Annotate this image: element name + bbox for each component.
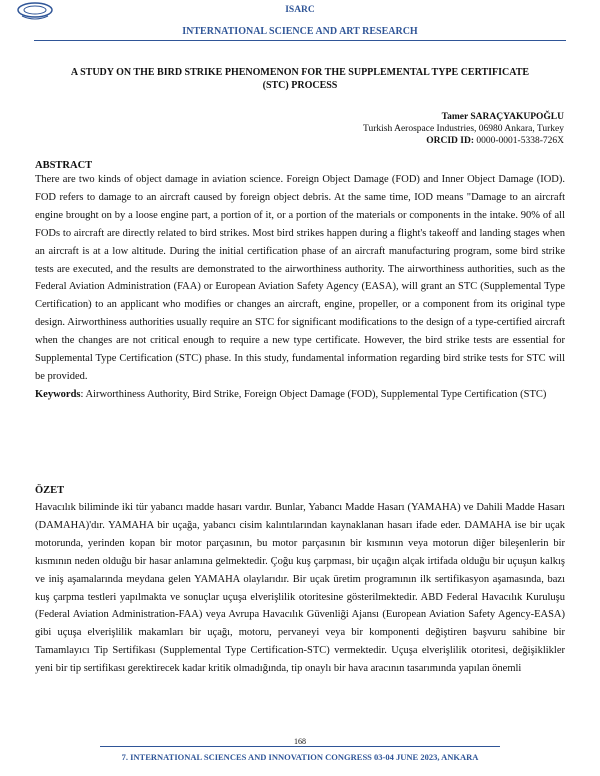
ozet-section [35,485,565,678]
page-number: 168 [294,737,306,746]
journal-org: ISARC [285,5,315,15]
keywords [35,386,565,404]
author-orcid [363,135,564,147]
author-affiliation: Turkish Aerospace Industries, 06980 Ankara, Turkey [363,124,564,134]
keywords-label: Keywords [35,388,81,400]
keywords-text: : Airworthiness Authority, Bird Strike, Foreign Object Damage (FOD), Supplemental Type Certification (STC) [80,388,547,400]
ozet-heading: ÖZET [35,485,65,496]
abstract-text: There are two kinds of object damage in aviation science. Foreign Object Damage (FOD) and Inner Object Damage (IOD). FOD refers to damage to an aircraft caused by foreign object debris. At the same time, IOD means "Damage to an aircraft engine brought on by a loose engine part, a portion of it, or a portion of the materials or components in the intake. 90% of all FODs to aircraft are directly related to bird strikes. Most bird strikes happen during a flight's takeoff and landing stages when an aircraft is at a low altitude. During the initial certification phase of an aircraft manufacturing program, some bird strike tests are executed, and the results are demonstrated to the airworthiness authority. The airworthiness authorities, such as the Federal Aviation Administration (FAA) or European Aviation Safety Agency (EASA), will grant an STC (Supplemental Type Certification) to an applicant who modifies or changes an aircraft, engine, propeller, or a component from its original type design. Airworthiness authorities usually require an STC for significant modifications to the design of a type-certified aircraft when the changes are not critical enough to require a new type certificate. However, the bird strike tests are essential for Supplemental Type Certification (STC) phase. In this study, fundamental information regarding bird strike tests for STC will be provided. [35,174,565,382]
journal-subtitle: INTERNATIONAL SCIENCE AND ART RESEARCH [182,26,418,37]
orcid-value: 0000-0001-5338-726X [474,136,564,146]
paper-title: A STUDY ON THE BIRD STRIKE PHENOMENON FOR THE SUPPLEMENTAL TYPE CERTIFICATE (STC) PROCESS [70,67,530,91]
author-name: Tamer SARAÇYAKUPOĞLU [441,112,564,122]
ozet-text: Havacılık biliminde iki tür yabancı madde hasarı vardır. Bunlar, Yabancı Madde Hasarı (YAMAHA) ve Dahili Madde Hasarı (DAMAHA)'dır. YAMAHA bir uçağa, yabancı cisim kalıntılarından kaynaklanan hasarı ifade eder. DAMAHA ise bir uçak motorunda, yerinden kopan bir motor parçasının, bu motor parçasının bir kısmının veya motorun diğer bileşenlerin bir kısmının neden olduğu bir hasar anlamına gelmektedir. Çoğu kuş çarpması, bir uçağın alçak irtifada olduğu bir uçuşun kalkış ve iniş aşamalarında meydana gelen YAMAHA olaylarıdır. Bir uçak üretim programının ilk sertifikasyon aşamasında, bazı kuş çarpma testleri yapılmakta ve sonuçlar uçuşa elverişlilik otoritesine gösterilmektedir. ABD Federal Havacılık Kuruluşu (Federal Aviation Administration-FAA) veya Avrupa Havacılık Güvenliği Ajansı (European Aviation Safety Agency-EASA) gibi uçuşa elverişlilik makamları bir uçağı, motoru, pervaneyi veya bir komponenti değiştiren başvuru sahibine bir Tamamlayıcı Tip Sertifikası (Supplemental Type Certification-STC) vermektedir. Uçuşa elverişlilik otoritesi, değişiklikler yeni bir tip sertifikası gerektirecek kadar kritik olmadığında, tip onaylı bir hava aracının tasarımında yapılan önemli [35,502,565,675]
conference-footer: 7. INTERNATIONAL SCIENCES AND INNOVATION CONGRESS 03-04 JUNE 2023, ANKARA [121,752,479,762]
abstract-section [35,160,565,404]
header-divider [34,40,566,41]
footer-divider [100,746,500,747]
abstract-heading: ABSTRACT [35,160,93,171]
orcid-label: ORCID ID: [426,136,475,146]
author-block [363,111,564,147]
